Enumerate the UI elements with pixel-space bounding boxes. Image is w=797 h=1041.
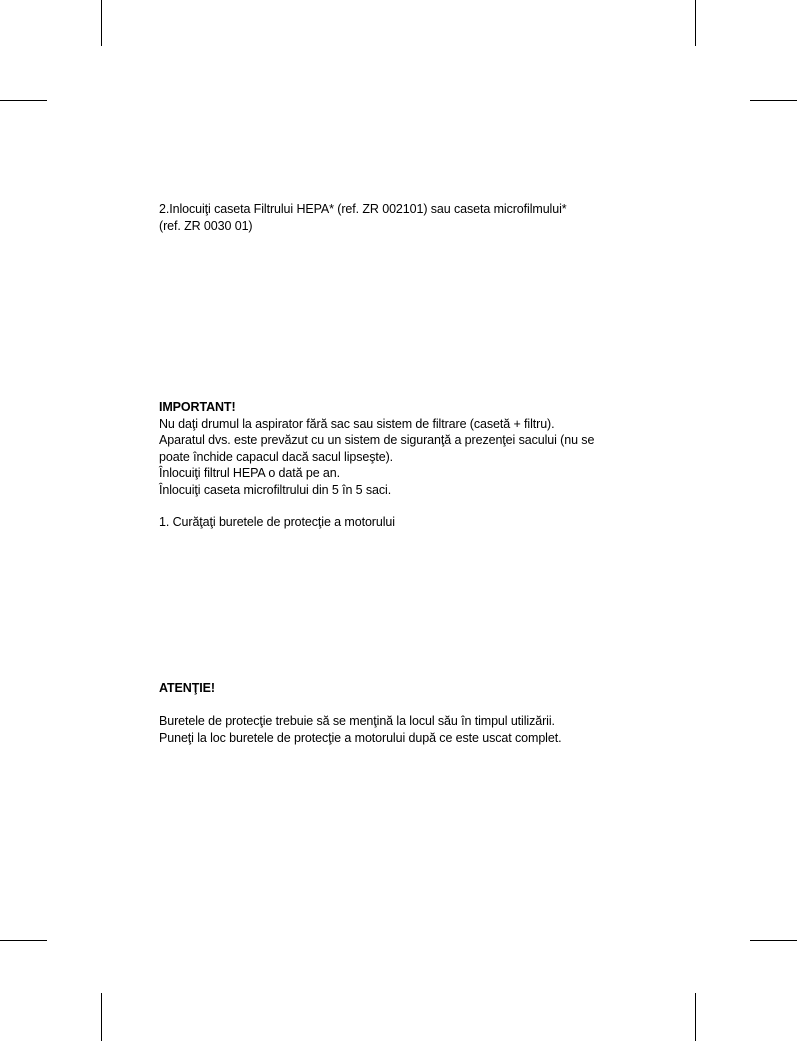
hepa-line: (ref. ZR 0030 01) (159, 218, 253, 233)
crop-mark (0, 940, 47, 941)
crop-mark (750, 940, 797, 941)
atentie-body (159, 713, 561, 746)
crop-mark (750, 100, 797, 101)
atentie-line: Buretele de protecţie trebuie să se menţină la locul său în timpul utilizării. (159, 714, 555, 728)
crop-mark (695, 0, 696, 46)
hepa-line: 2.Inlocuiţi caseta Filtrului HEPA* (ref. ZR 002101) sau caseta microfilmului* (159, 202, 567, 216)
atentie-heading: ATENŢIE! (159, 681, 215, 695)
crop-mark (101, 0, 102, 46)
crop-mark (0, 100, 47, 101)
crop-mark (695, 993, 696, 1041)
important-section (159, 399, 594, 498)
hepa-section (159, 201, 567, 234)
sponge-section (159, 514, 395, 531)
atentie-section (159, 680, 215, 697)
atentie-line: Puneţi la loc buretele de protecţie a motorului după ce este uscat complet. (159, 730, 562, 745)
sponge-title: 1. Curăţaţi buretele de protecţie a motorului (159, 515, 395, 529)
important-line: poate închide capacul dacă sacul lipseşte). (159, 449, 394, 464)
important-line: Nu daţi drumul la aspirator fără sac sau sistem de filtrare (casetă + filtru). (159, 416, 555, 431)
important-line: Înlocuiţi caseta microfiltrului din 5 în 5 saci. (159, 482, 392, 497)
important-heading: IMPORTANT! (159, 400, 236, 414)
important-line: Înlocuiţi filtrul HEPA o dată pe an. (159, 466, 340, 480)
crop-mark (101, 993, 102, 1041)
important-line: Aparatul dvs. este prevăzut cu un sistem de siguranţă a prezenţei sacului (nu se (159, 433, 595, 447)
